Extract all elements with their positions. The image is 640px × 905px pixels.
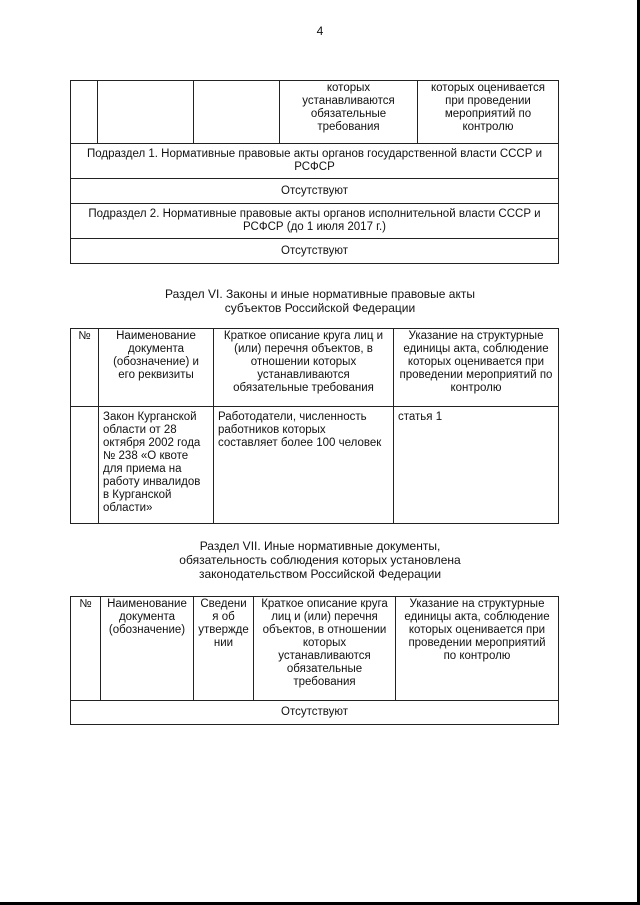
s6-header-units [394,329,559,407]
cont-cell-4-line: устанавливаются [302,95,395,107]
section-7-title-line: обязательность соблюдения которых установлена [179,553,461,567]
s6-row-name-line: № 238 «О квоте [103,450,189,462]
s6-header-name-line: его реквизиты [118,369,194,381]
section-6-title-line: субъектов Российской Федерации [224,301,416,315]
s7-value: Отсутствуют [71,701,559,725]
s6-row-name-line: области» [103,502,153,514]
section-7-title-line: Раздел VII. Иные нормативные документы, [199,539,441,553]
subsection-1-line: РСФСР [294,161,335,173]
s6-row-desc-line: составляет более 100 человек [218,437,382,449]
s6-row-name-line: области от 28 [103,424,177,436]
s7-header-approval-line: утвержде [198,624,249,636]
cont-cell-5-line: которых оценивается [431,82,545,94]
cont-cell-5 [418,81,559,144]
section-7-table [70,596,559,725]
s7-header-units-line: которых оценивается при [408,624,546,636]
s7-header-approval-line: я об [212,611,235,623]
cont-cell-5-line: при проведении [445,95,531,107]
subsection-2-value: Отсутствуют [71,239,559,264]
s7-header-units-line: единицы акта, соблюдение [404,611,550,623]
s7-header-desc-line: устанавливаются [278,650,371,662]
cont-cell-4-line: которых [326,82,371,94]
cont-cell-1 [71,81,98,144]
s6-header-units-line: которых оценивается при [407,356,545,368]
section-6-row [71,407,559,524]
s7-header-units [396,597,559,701]
s7-header-desc-line: требования [293,676,356,688]
s6-row-name [99,407,214,524]
s6-header-desc-line: отношении которых [250,356,357,368]
s6-row-num [71,407,99,524]
s6-row-desc-line: Работодатели, численность [218,411,367,423]
s6-header-units-line: единицы акта, соблюдение [403,343,549,355]
section-7-header-row [71,597,559,701]
s6-row-name-line: в Курганской [103,489,172,501]
s7-header-approval-line: Сведени [200,598,247,610]
s7-header-desc-line: объектов, в отношении [262,624,387,636]
s6-header-desc-line: обязательные требования [233,382,374,394]
s6-header-units-line: Указание на структурные [408,330,544,342]
s7-header-num: № [71,597,101,701]
s7-header-units-line: Указание на структурные [409,598,545,610]
s6-row-desc [214,407,394,524]
s6-header-num: № [71,329,99,407]
continued-header-row [71,81,559,144]
section-7-title-line: законодательством Российской Федерации [198,567,442,581]
s7-header-desc-line: Краткое описание круга [261,598,388,610]
section-6-table [70,328,559,524]
s7-header-desc-line: лиц и (или) перечня [271,611,378,623]
s6-header-name-line: Наименование [116,330,196,342]
subsection-1-value: Отсутствуют [71,179,559,204]
cont-cell-4 [280,81,418,144]
subsection-2-line: РСФСР (до 1 июля 2017 г.) [242,221,386,233]
s6-row-units: статья 1 [394,407,559,524]
s7-header-desc [254,597,396,701]
cont-cell-3 [194,81,280,144]
s7-header-name-line: документа [118,611,176,623]
subsection-2-line: Подраздел 2. Нормативные правовые акты органов исполнительной власти СССР и [88,208,541,220]
s6-header-desc [214,329,394,407]
s6-header-desc-line: (или) перечня объектов, в [234,343,373,355]
s6-header-units-line: проведении мероприятий по [399,369,553,381]
s6-row-name-line: октября 2002 года [103,437,201,449]
cont-cell-5-line: контролю [462,121,514,133]
s7-header-name-line: Наименование [107,598,187,610]
s6-row-name-line: работу инвалидов [103,476,201,488]
s6-row-name-line: Закон Курганской [103,411,197,423]
page-number: 4 [316,24,324,38]
s6-header-units-line: контролю [450,382,502,394]
s7-header-desc-line: обязательные [286,663,363,675]
cont-cell-4-line: обязательные [310,108,387,120]
s6-header-name [99,329,214,407]
s6-header-desc-line: устанавливаются [257,369,350,381]
s7-header-approval-line: нии [213,637,234,649]
section-7-title [0,539,640,581]
s6-header-desc-line: Краткое описание круга лиц и [223,330,384,342]
s7-header-approval [194,597,254,701]
s6-row-name-line: для приема на [103,463,182,475]
s6-header-name-line: документа [127,343,185,355]
section-6-title-line: Раздел VI. Законы и иные нормативные правовые акты [165,287,475,301]
s6-header-name-line: (обозначение) и [113,356,199,368]
subsection-2-title [71,204,559,239]
cont-cell-4-line: требования [317,121,380,133]
cont-cell-5-line: мероприятий по [444,108,532,120]
section-6-title [0,287,640,315]
s6-row-desc-line: работников которых [218,424,326,436]
subsection-1-title [71,144,559,179]
subsection-1-line: Подраздел 1. Нормативные правовые акты органов государственной власти СССР и [86,148,543,160]
s7-header-name [101,597,194,701]
s7-header-desc-line: которых [302,637,347,649]
continued-table [70,80,559,264]
section-6-header-row [71,329,559,407]
cont-cell-2 [98,81,194,144]
s7-header-units-line: по контролю [443,650,511,662]
s7-header-name-line: (обозначение) [108,624,186,636]
s7-header-units-line: проведении мероприятий [408,637,546,649]
